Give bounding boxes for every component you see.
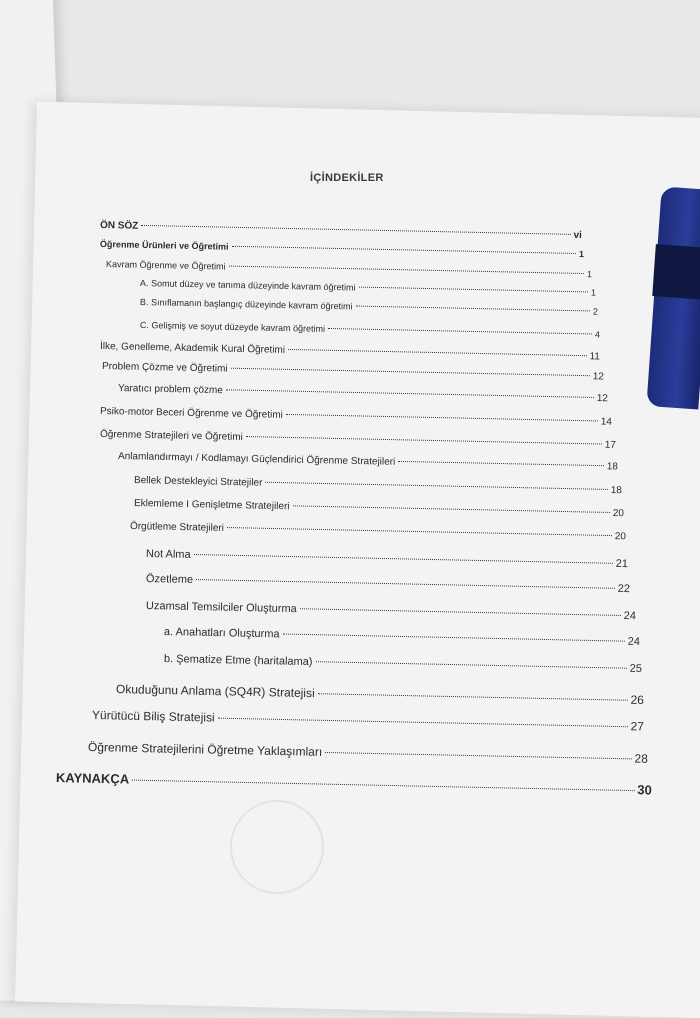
- toc-entry-label: Uzamsal Temsilciler Oluşturma: [145, 600, 297, 616]
- toc-entry: [92, 708, 644, 734]
- toc-entry: [100, 429, 616, 451]
- toc-entry-page: 26: [630, 692, 645, 708]
- toc-dot-leader: [359, 287, 588, 293]
- toc-entry-label: Örgütleme Stratejileri: [129, 521, 225, 534]
- toc-entry: [100, 239, 584, 259]
- toc-entry-label: İlke, Genelleme, Akademik Kural Öğretimi: [99, 341, 286, 356]
- toc-entry: [134, 475, 622, 496]
- toc-dot-leader: [325, 752, 631, 759]
- toc-entry: [140, 297, 598, 317]
- toc-entry: [100, 220, 582, 241]
- toc-entry-label: Yaratıcı problem çözme: [117, 383, 223, 397]
- toc-entry-page: 27: [630, 719, 645, 734]
- toc-entry-label: Özetleme: [145, 573, 194, 586]
- toc-entry: [100, 406, 612, 428]
- toc-dot-leader: [232, 246, 576, 254]
- toc-entry-page: 18: [610, 484, 623, 497]
- toc-dot-leader: [283, 633, 625, 641]
- toc-title: İÇİNDEKİLER: [310, 172, 384, 184]
- toc-dot-leader: [316, 661, 627, 669]
- toc-entry-page: 25: [629, 662, 643, 676]
- toc-entry: [146, 548, 628, 570]
- toc-entry-page: 24: [623, 610, 637, 623]
- toc-entry: [140, 320, 600, 340]
- toc-entry-label: Öğrenme Stratejilerini Öğretme Yaklaşımları: [87, 740, 323, 759]
- toc-entry-page: 1: [590, 287, 597, 298]
- toc-dot-leader: [356, 306, 590, 312]
- toc-entry-page: 24: [627, 635, 641, 648]
- toc-entry-label: Anlamlandırmayı / Kodlamayı Güçlendirici Öğrenme Stratejileri: [117, 451, 396, 468]
- toc-dot-leader: [293, 505, 610, 513]
- toc-entry-page: 28: [634, 751, 649, 766]
- toc-entry: [56, 770, 652, 797]
- toc-entry-page: 2: [592, 306, 599, 317]
- toc-entry-page: 20: [612, 508, 625, 520]
- toc-entry-page: 18: [606, 461, 619, 473]
- toc-entry-page: 22: [617, 582, 631, 596]
- toc-entry-label: ÖN SÖZ: [99, 220, 139, 232]
- toc-entry-label: Bellek Destekleyici Stratejiler: [133, 475, 263, 489]
- toc-entry: [102, 361, 604, 383]
- toc-entry-page: 1: [586, 269, 592, 280]
- toc-dot-leader: [227, 527, 612, 536]
- toc-dot-leader: [218, 718, 628, 728]
- toc-dot-leader: [132, 780, 634, 792]
- toc-dot-leader: [194, 554, 613, 564]
- toc-entry-label: Kavram Öğrenme ve Öğretimi: [105, 259, 226, 272]
- toc-entry: [116, 682, 644, 707]
- toc-entry: [134, 498, 624, 519]
- toc-entry-page: 30: [637, 782, 653, 798]
- toc-dot-leader: [226, 389, 594, 398]
- toc-dot-leader: [328, 328, 592, 335]
- toc-entry-label: Öğrenme Stratejileri ve Öğretimi: [99, 429, 243, 443]
- toc-dot-leader: [229, 266, 584, 274]
- toc-entry-page: 17: [604, 439, 617, 451]
- toc-entry: [130, 521, 626, 542]
- toc-dot-leader: [265, 482, 607, 490]
- toc-entry-page: 12: [592, 371, 605, 383]
- toc-dot-leader: [300, 608, 621, 616]
- toc-entry-page: vi: [573, 229, 583, 242]
- toc-entry: [118, 383, 608, 404]
- toc-entry-label: Problem Çözme ve Öğretimi: [101, 361, 228, 375]
- toc-entry: [146, 573, 630, 595]
- toc-entry-page: 11: [589, 351, 601, 363]
- toc-entry: [140, 278, 596, 298]
- toc-dot-leader: [318, 693, 628, 700]
- toc-dot-leader: [286, 414, 598, 422]
- toc-entry-label: A. Somut düzey ve tanıma düzeyinde kavram öğretimi: [139, 278, 356, 293]
- toc-dot-leader: [398, 461, 604, 466]
- toc-entry-page: 12: [596, 393, 609, 405]
- toc-entry: [88, 740, 648, 766]
- toc-entry: [106, 259, 592, 279]
- toc-entry-label: b. Şematize Etme (haritalama): [163, 653, 313, 669]
- toc-entry-label: a. Anahatları Oluşturma: [163, 626, 280, 641]
- toc-dot-leader: [141, 225, 570, 235]
- toc-dot-leader: [246, 436, 602, 444]
- toc-entry-label: KAYNAKÇA: [55, 770, 130, 787]
- toc-entry-label: Okuduğunu Anlama (SQ4R) Stratejisi: [115, 682, 315, 701]
- toc-dot-leader: [288, 349, 586, 356]
- toc-entry-label: Psiko-motor Beceri Öğrenme ve Öğretimi: [99, 406, 283, 421]
- toc-entry-page: 20: [614, 531, 627, 543]
- toc-entry-label: Yürütücü Biliş Stratejisi: [91, 708, 215, 725]
- toc-entry: [146, 600, 636, 622]
- toc-dot-leader: [231, 368, 590, 377]
- toc-entry: [164, 626, 640, 648]
- toc-entry-label: B. Sınıflamanın başlangıç düzeyinde kavram öğretimi: [139, 297, 353, 312]
- toc-entry-page: 21: [615, 557, 629, 571]
- toc-entry-label: Eklemleme I Genişletme Stratejileri: [133, 498, 290, 513]
- toc-entry-page: 4: [594, 329, 601, 340]
- toc-dot-leader: [196, 579, 615, 589]
- toc-entry: [118, 451, 618, 472]
- toc-entry-label: Öğrenme Ürünleri ve Öğretimi: [99, 239, 229, 252]
- toc-entry-page: 1: [578, 249, 584, 260]
- toc-entry: [164, 653, 642, 675]
- toc-entry-label: C. Gelişmiş ve soyut düzeyde kavram öğretimi: [139, 320, 326, 334]
- toc-entry-label: Not Alma: [145, 548, 191, 561]
- toc-entry: [100, 341, 600, 362]
- toc-entry-page: 14: [600, 416, 613, 428]
